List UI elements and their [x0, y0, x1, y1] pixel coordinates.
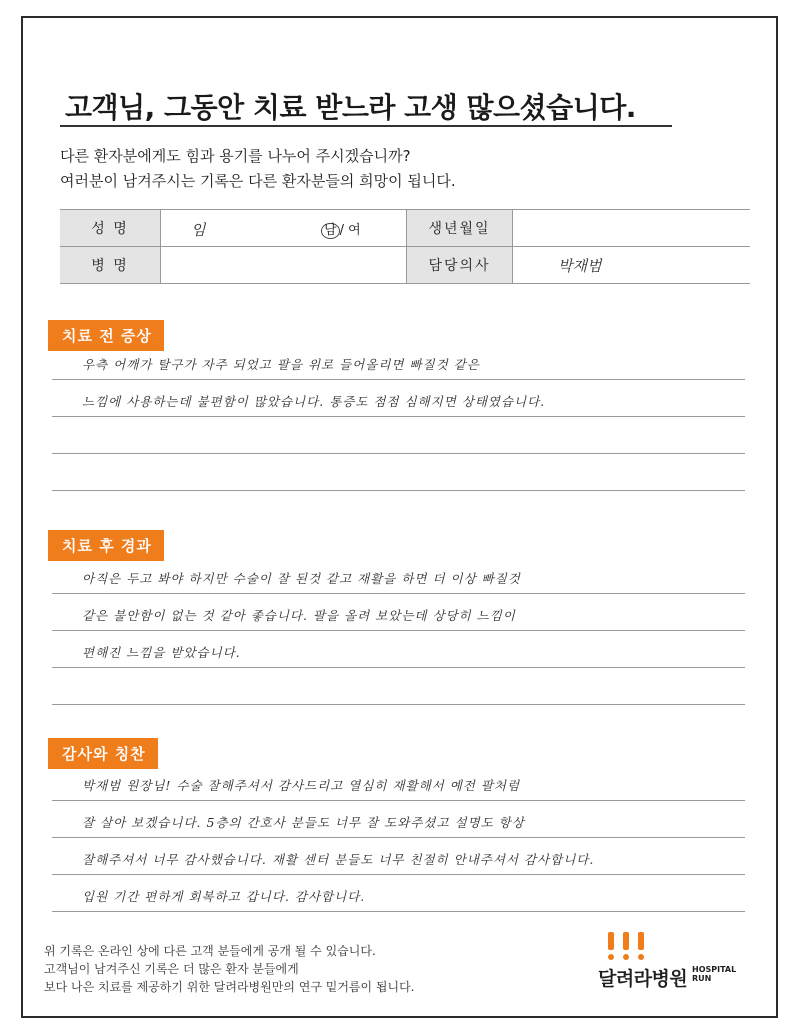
text-line — [52, 875, 745, 912]
text-line — [52, 380, 745, 417]
text-line — [52, 557, 745, 594]
doctor-label: 담당의사 — [407, 247, 513, 284]
text-line — [52, 631, 745, 668]
handwritten-text: 입원 기간 편하게 회복하고 갑니다. 감사합니다. — [82, 889, 366, 904]
disease-field[interactable] — [161, 247, 407, 284]
info-row-2 — [60, 247, 750, 284]
section-label-before: 치료 전 증상 — [48, 320, 164, 351]
section-before-lines — [52, 343, 745, 491]
disease-label: 병 명 — [60, 247, 161, 284]
page-title: 고객님, 그동안 치료 받느라 고생 많으셨습니다. — [65, 91, 636, 124]
gender-select[interactable] — [321, 219, 361, 239]
handwritten-text: 잘 살아 보겠습니다. 5층의 간호사 분들도 너무 잘 도와주셨고 설명도 항상 — [82, 815, 525, 830]
name-value: 임 — [191, 221, 206, 239]
title-underline — [60, 125, 672, 127]
handwritten-text: 편해진 느낌을 받았습니다. — [82, 645, 241, 660]
footer-line-3: 보다 나은 치료를 제공하기 위한 달려라병원만의 연구 밑거름이 됩니다. — [44, 980, 415, 994]
text-line — [52, 343, 745, 380]
handwritten-text: 잘해주셔서 너무 감사했습니다. 재활 센터 분들도 너무 친절히 안내주셔서 감사합니다. — [82, 852, 595, 867]
footer-line-2: 고객님이 남겨주신 기록은 더 많은 환자 분들에게 — [44, 962, 299, 976]
logo-sub-run: RUN — [692, 974, 712, 983]
handwritten-text: 느낌에 사용하는데 불편함이 많았습니다. 통증도 점점 심해지면 상태였습니다. — [82, 394, 546, 409]
handwritten-text: 우측 어깨가 탈구가 자주 되었고 팔을 위로 들어올리면 빠질것 같은 — [82, 357, 480, 372]
gender-female: / 여 — [339, 223, 361, 238]
patient-info-table — [60, 209, 750, 284]
section-label-after: 치료 후 경과 — [48, 530, 164, 561]
exclamation-marks-icon — [604, 932, 664, 962]
birth-label: 생년월일 — [407, 210, 513, 247]
logo-sub — [692, 965, 736, 983]
handwritten-text: 아직은 두고 봐야 하지만 수술이 잘 된것 같고 재활을 하면 더 이상 빠질것 — [82, 571, 521, 586]
text-line — [52, 838, 745, 875]
text-line — [52, 668, 745, 705]
footer-line-1: 위 기록은 온라인 상에 다른 고객 분들에게 공개 될 수 있습니다. — [44, 944, 376, 958]
text-line — [52, 454, 745, 491]
name-field[interactable] — [161, 210, 407, 247]
text-line — [52, 594, 745, 631]
gender-male: 남 — [321, 223, 340, 239]
name-label: 성 명 — [60, 210, 161, 247]
logo-name: 달려라병원 — [598, 968, 688, 990]
birth-field[interactable] — [513, 210, 751, 247]
doctor-value: 박재범 — [558, 257, 602, 275]
intro-line-1: 다른 환자분에게도 힘과 용기를 나누어 주시겠습니까? — [60, 147, 411, 165]
info-row-1 — [60, 210, 750, 247]
section-after-lines — [52, 557, 745, 705]
section-label-thanks: 감사와 칭찬 — [48, 738, 158, 769]
text-line — [52, 801, 745, 838]
handwritten-text: 박재범 원장님! 수술 잘해주셔서 감사드리고 열심히 재활해서 예전 팔처럼 — [82, 778, 521, 793]
doctor-field[interactable] — [513, 247, 751, 284]
handwritten-text: 같은 불안함이 없는 것 같아 좋습니다. 팔을 올려 보았는데 상당히 느낌이 — [82, 608, 516, 623]
intro-line-2: 여러분이 남겨주시는 기록은 다른 환자분들의 희망이 됩니다. — [60, 172, 456, 190]
text-line — [52, 764, 745, 801]
hospital-logo — [598, 932, 748, 994]
section-thanks-lines — [52, 764, 745, 912]
text-line — [52, 417, 745, 454]
logo-sub-hospital: HOSPITAL — [692, 965, 737, 974]
